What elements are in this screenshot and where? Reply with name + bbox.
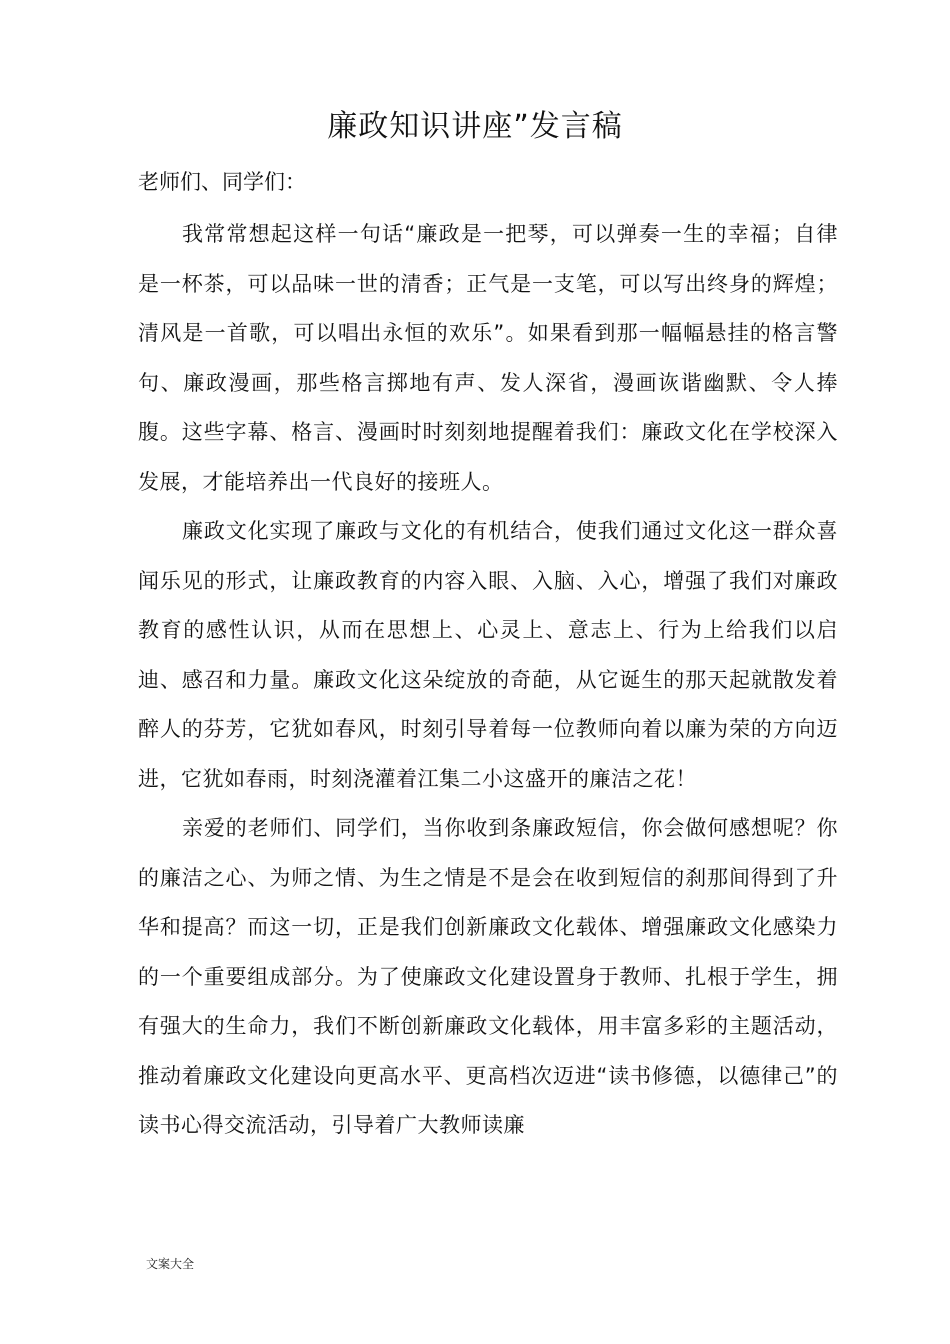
document-title: 廉政知识讲座”发言稿 — [327, 109, 623, 144]
paragraph: 亲爱的老师们、同学们，当你收到条廉政短信，你会做何感想呢？你的廉洁之心、为师之情、为生之情是不是会在收到短信的刹那间得到了升华和提高？而这一切，正是我们创新廉政文化载体、增强廉政文化感染力的一个重要组成部分。为了使廉政文化建设置身于教师、扎根于学生，拥有强大的生命力，我们不断创新廉政文化载体，用丰富多彩的主题活动，推动着廉政文化建设向更高水平、更高档次迈进“读书修德，以德律己”的读书心得交流活动，引导着广大教师读廉 — [138, 816, 838, 1137]
paragraph: 我常常想起这样一句话“廉政是一把琴，可以弹奏一生的幸福；自律是一杯茶，可以品味一世的清香；正气是一支笔，可以写出终身的辉煌；清风是一首歌，可以唱出永恒的欢乐”。如果看到那一幅幅悬挂的格言警句、廉政漫画，那些格言掷地有声、发人深省，漫画诙谐幽默、令人捧腹。这些字幕、格言、漫画时时刻刻地提醒着我们：廉政文化在学校深入发展，才能培养出一代良好的接班人。 — [138, 222, 838, 494]
document-body — [138, 210, 838, 1151]
salutation: 老师们、同学们： — [138, 170, 306, 194]
footer-label: 文案大全 — [146, 1257, 195, 1271]
paragraph: 廉政文化实现了廉政与文化的有机结合，使我们通过文化这一群众喜闻乐见的形式，让廉政教育的内容入眼、入脑、入心，增强了我们对廉政教育的感性认识，从而在思想上、心灵上、意志上、行为上给我们以启迪、感召和力量。廉政文化这朵绽放的奇葩，从它诞生的那天起就散发着醉人的芬芳，它犹如春风，时刻引导着每一位教师向着以廉为荣的方向迈进，它犹如春雨，时刻浇灌着江集二小这盛开的廉洁之花！ — [138, 519, 838, 791]
